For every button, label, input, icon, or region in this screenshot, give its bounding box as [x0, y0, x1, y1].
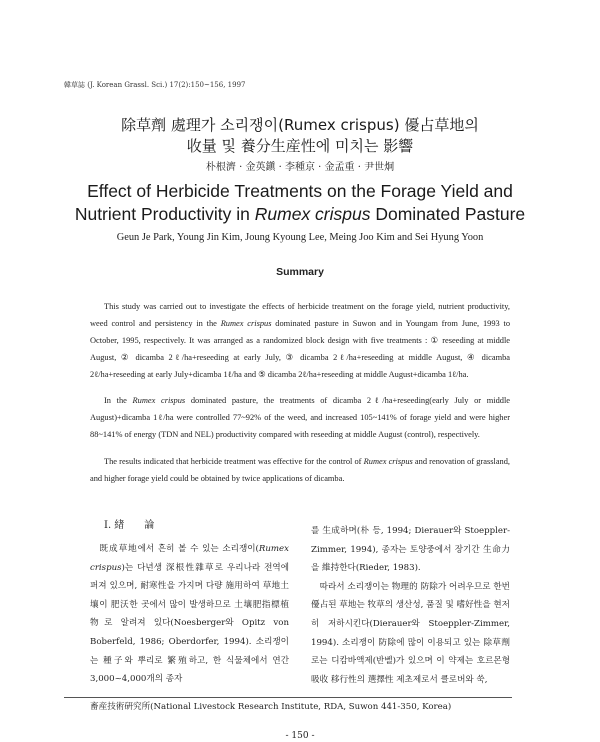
section-heading-introduction: I. 緖 論	[104, 520, 155, 531]
right-column-text	[311, 522, 510, 689]
abstract-paragraph-1	[90, 298, 510, 383]
abstract-p3-text-b: and renovation of grassland, and higher forage yield could be obtained by twice applications of dicamba.	[90, 457, 511, 483]
english-title-line-2	[0, 204, 600, 225]
abstract-p1-species: Rumex crispus	[220, 319, 272, 328]
abstract-p2-text-b: dominated pasture, the treatments of dicamba 2ℓ/ha+reseeding(early July or middle August)+dicamba 1ℓ/ha were controlled 77~92% of the weed, and increased 105~141% of forage yield and were higher 88~141% of energy (TDN and NEL) productivity compared with reseeding at middle August (control), respectively.	[90, 396, 510, 439]
abstract-p2-species: Rumex crispus	[132, 396, 186, 405]
korean-authors: 朴根濟 · 金英鎭 · 李種京 · 金孟重 · 尹世炯	[205, 162, 395, 173]
english-title-prefix: Nutrient Productivity in	[74, 204, 255, 224]
left-column-species: Rumex crispus	[90, 544, 289, 573]
right-column-paragraph-1: 를 生成하며(朴 등, 1994; Dierauer와 Stoeppler-Zimmer, 1994), 종자는 토양중에서 장기간 生命力을 維持한다(Rieder, 1983).	[311, 526, 510, 574]
abstract-p2-text-a: In the	[104, 396, 133, 405]
english-title-species: Rumex crispus	[254, 204, 371, 224]
abstract-paragraph-3	[90, 453, 510, 487]
left-column-text-a: 既成草地에서 흔히 볼 수 있는 소리쟁이(	[90, 544, 259, 554]
left-column-text	[90, 540, 289, 689]
affiliation-footnote: 畜産技術硏究所(National Livestock Research Institute, RDA, Suwon 441-350, Korea)	[90, 702, 452, 712]
korean-title-line-1: 除草劑 處理가 소리쟁이(Rumex crispus) 優占草地의	[121, 116, 479, 134]
right-column-paragraph-2: 따라서 소리쟁이는 物理的 防除가 어려우므로 한번 優占된 草地는 牧草의 생산성, 품질 및 嗜好性을 현저히 저하시킨다(Dierauer와 Stoeppler-Zimmer, 1994). 소리쟁이 防除에 많이 이용되고 있는 除草劑로는 디캄바액제(반벨)가 있으며 이 약제는 호르몬형 吸收 移行性의 選擇性 제초제로서 클로버와 쑥,	[311, 581, 510, 685]
journal-citation: 韓草誌 (J. Korean Grassl. Sci.) 17(2):150~156, 1997	[64, 81, 246, 89]
english-authors: Geun Je Park, Young Jin Kim, Joung Kyoung Lee, Meing Joo Kim and Sei Hyung Yoon	[116, 232, 484, 243]
abstract-p3-species: Rumex crispus	[363, 457, 413, 466]
english-title-suffix: Dominated Pasture	[370, 204, 526, 224]
abstract-p3-text-a: The results indicated that herbicide treatment was effective for the control of	[104, 457, 364, 466]
english-title-line-1: Effect of Herbicide Treatments on the Forage Yield and	[87, 181, 513, 201]
summary-heading: Summary	[276, 266, 324, 278]
footnote-divider	[64, 697, 512, 698]
page-number: - 150 -	[285, 731, 315, 741]
left-column-text-b: )는 다년생 深根性雜草로 우리나라 전역에 퍼져 있으며, 耐寒性을 가지며 다량 施用하여 草地土壤이 肥沃한 곳에서 많이 발생하므로 土壤肥指標植物로 알려져 있다(Noesberger와 Opitz von Boberfeld, 1986; Oberdorfer, 1994). 소리쟁이는 種子와 뿌리로 繁殖하고, 한 식물체에서 연간 3,000~4,000개의 종자	[90, 562, 289, 685]
abstract-paragraph-2	[90, 392, 510, 443]
abstract-p1-text-b: dominated pasture in Suwon and in Youngam from June, 1993 to October, 1995, respectively. It was arranged as a randomized block design with five treatments : ① reseeding at middle August, ② dicamba 2ℓ/ha+reseeding at early July, ③ dicamba 2ℓ/ha+reseeding at middle August, ④ dicamba 2ℓ/ha+reseeding at early July+dicamba 1ℓ/ha and ⑤ dicamba 2ℓ/ha+reseeding at middle August+dicamba 1ℓ/ha.	[90, 319, 511, 379]
abstract-p1-text-a: This study was carried out to investigate the effects of herbicide treatment on the forage yield, nutrient productivity, weed control and persistency in the	[90, 302, 510, 328]
korean-title-line-2: 收量 및 養分生産性에 미치는 影響	[186, 137, 414, 155]
